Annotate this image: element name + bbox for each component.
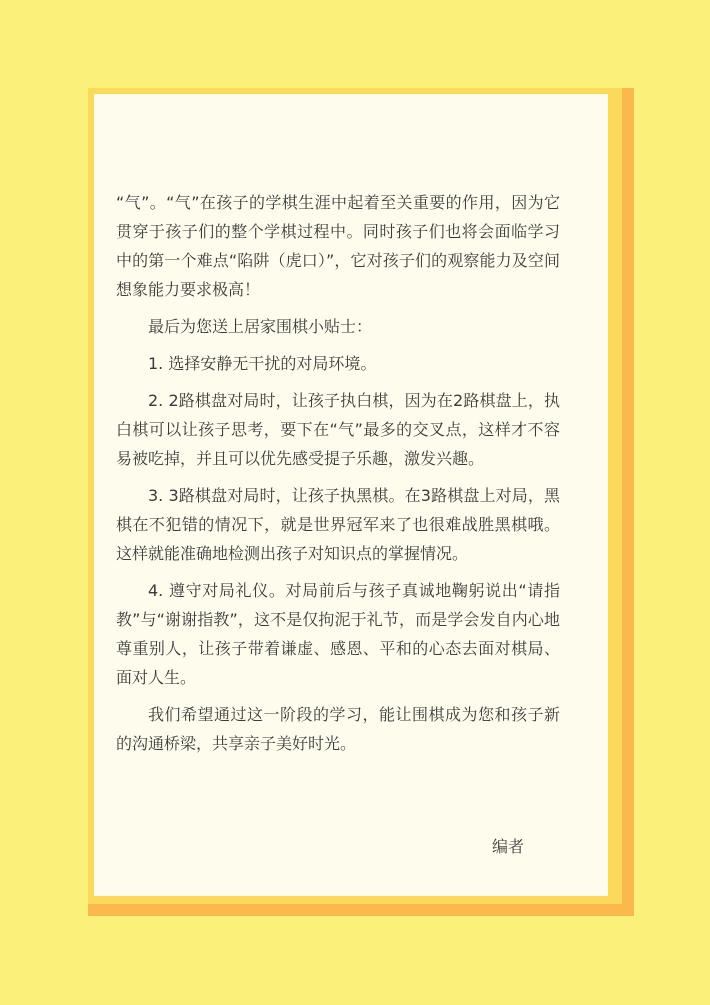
paragraph-tip-2: 2. 2路棋盘对局时，让孩子执白棋，因为在2路棋盘上，执白棋可以让孩子思考，要下在“气”最多的交叉点，这样才不容易被吃掉，并且可以优先感受提子乐趣，激发兴趣。 <box>116 391 560 468</box>
paragraph-closing: 我们希望通过这一阶段的学习，能让围棋成为您和孩子新的沟通桥梁，共享亲子美好时光。 <box>116 705 560 753</box>
letter-body <box>116 188 560 766</box>
paragraph-tip-1: 1. 选择安静无干扰的对局环境。 <box>148 354 377 373</box>
paragraph-intro: “气”。“气”在孩子的学棋生涯中起着至关重要的作用，因为它贯穿于孩子们的整个学棋过程中。同时孩子们也将会面临学习中的第一个难点“陷阱（虎口）”，它对孩子们的观察能力及空间想象能力要求极高！ <box>116 193 560 299</box>
paragraph-tip-4: 4. 遵守对局礼仪。对局前后与孩子真诚地鞠躬说出“请指教”与“谢谢指教”，这不是仅拘泥于礼节，而是学会发自内心地尊重别人，让孩子带着谦虚、感恩、平和的心态去面对棋局、面对人生。 <box>116 581 560 687</box>
signature: 编者 <box>492 837 525 856</box>
paragraph-tip-3: 3. 3路棋盘对局时，让孩子执黑棋。在3路棋盘上对局，黑棋在不犯错的情况下，就是世界冠军来了也很难战胜黑棋哦。这样就能准确地检测出孩子对知识点的掌握情况。 <box>116 486 560 563</box>
paragraph-tips-heading: 最后为您送上居家围棋小贴士： <box>148 317 373 336</box>
